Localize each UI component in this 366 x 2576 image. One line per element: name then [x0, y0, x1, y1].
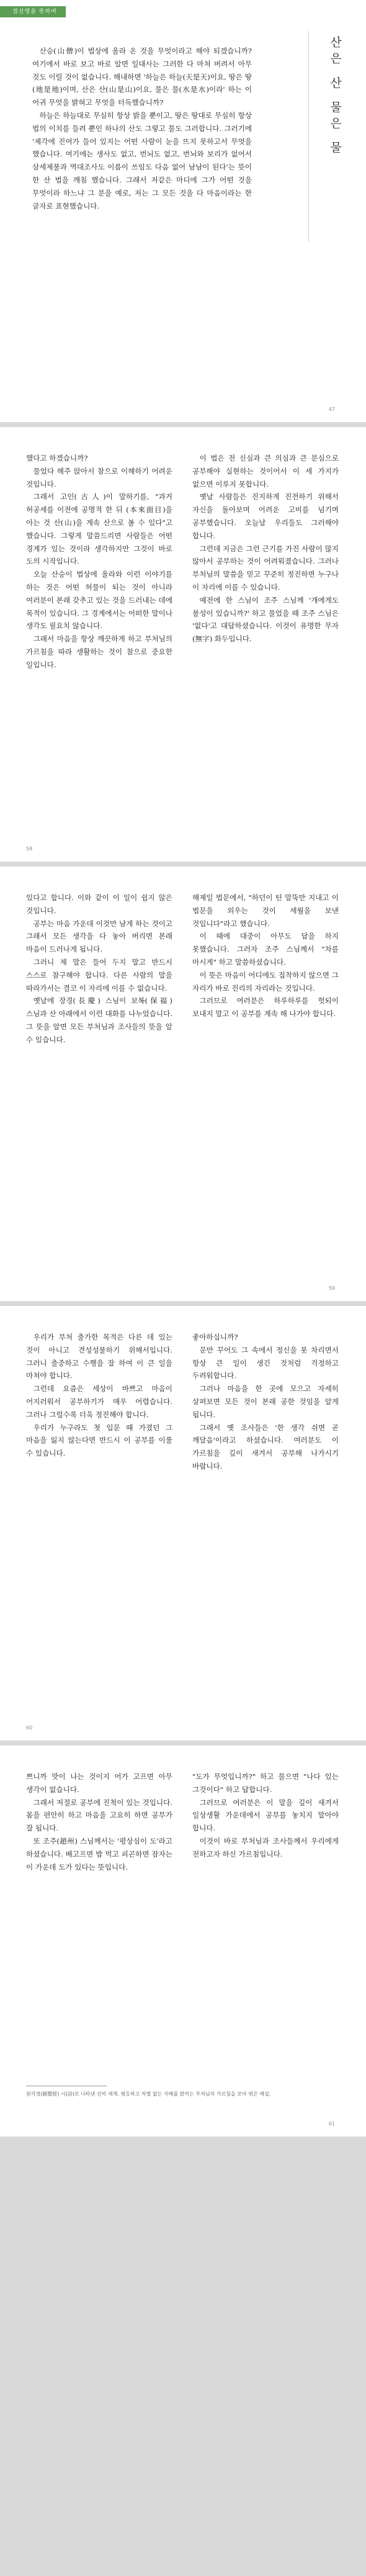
paragraph: 옛날에 장경(長慶) 스님이 보복(保福) 스님과 산 아래에서 이런 대화를 나누었습니다. 그 뜻을 알면 모든 부처님과 조사들의 뜻을 알 수 있습니다. [26, 996, 172, 1044]
paragraph: 했다고 하겠습니까? [26, 454, 88, 462]
page-4-right-column [192, 1331, 339, 1473]
chapter-title: 산은 산 물은 물 [328, 36, 342, 158]
paragraph: 공부는 마음 가운데 이것만 남게 하는 것이고 그래서 모든 생각을 다 놓아 버리면 본래 마음이 드러나게 됩니다. [26, 919, 172, 954]
paragraph: 오늘 산승이 법상에 올라와 이런 이야기를 하는 것은 어떤 허물이 되는 것이 아니라 여러분이 본래 갖추고 있는 것을 드러내는 데에 목적이 있습니다. 그 경계에서는 어떠한 말이나 생각도 필요치 않습니다. [26, 570, 172, 631]
paragraph: 우리가 부처 출가한 목적은 다른 데 있는 것이 아니고 견성성불하기 위해서입니다. 그러니 출중하고 수행을 잘 하여 이 큰 일을 마쳐야 합니다. [26, 1333, 172, 1380]
page-number: 61 [328, 2121, 335, 2127]
paragraph: 물었다 해주 앉아서 참으로 이해하기 어려운 것입니다. [26, 466, 172, 489]
paragraph: 예전에 한 스님이 조주 스님께 '개에게도 불성이 있습니까?' 하고 물었을 때 조주 스님은 '없다'고 대답하셨습니다. 이것이 유명한 무자(無字) 화두입니다. [192, 595, 339, 644]
footnote: 원각경(圓覺經) 시(詩)로 나타낸 선의 세계. 평등하고 차별 없는 지혜를 밝히는 부처님의 가르침을 모아 엮은 해설. [26, 2091, 271, 2097]
page-1 [0, 0, 366, 422]
page-number: 47 [328, 407, 335, 412]
paragraph: 하늘은 하늘대로 무심히 항상 밝을 뿐이고, 땅은 땅대로 무심히 항상 법의 이치를 들려 뿐인 하나의 산도 그렇고 물도 그러합니다. 그러기에 '제각에 진여가 들어 있지는 어떤 사람이 눈을 뜨지 못하고서 무엇을 했습니다. 여기에는 생사도 없고, 번뇌도 없고, 번뇌와 보리가 없어서 삼세제불과 역대조사도 이름이 쓰임도 다음 없어 남남이 된다'는 뜻이 한 산 법을 깨침 했습니다. 그래서 저같은 마디에 그가 어떤 것을 무엇이라 하느냐 그 분을 예로, 저는 그 모든 것을 다 마음이라는 한 글자로 표현했습니다. [32, 110, 252, 210]
paragraph: 이 뜻은 마음이 어디에도 집착하지 않으면 그 자리가 바로 진리의 자리라는 것입니다. [192, 970, 339, 993]
page-5-right-column [192, 1770, 339, 1861]
paragraph: 좋아하십니까? [192, 1333, 238, 1341]
page-2 [0, 427, 366, 862]
paragraph: 우리가 누구라도 첫 입문 때 가졌던 그 마음을 잃지 않는다면 반드시 이 공부를 이룰 수 있습니다. [26, 1423, 172, 1458]
paragraph: 그러니 제 말은 들어 두지 말고 반드시 스스로 참구해야 합니다. 다른 사람의 말을 따라가서는 결코 이 자리에 이를 수 없습니다. [26, 957, 172, 993]
paragraph: 그래서 마음을 항상 깨끗하게 하고 부처님의 가르침을 따라 생활하는 것이 참으로 중요한 일입니다. [26, 634, 172, 669]
running-header: 접신명을 뜻하며 [0, 6, 66, 17]
paragraph: 그러므로 여러분은 하루하루를 헛되이 보내지 말고 이 공부를 계속 해 나가야 합니다. [192, 996, 339, 1019]
paragraph: 옛날 사람들은 진지하게 진전하기 위해서 자신을 돌아보며 어려운 고비를 넘기며 공부했습니다. 오늘날 우리들도 그러해야 합니다. [192, 492, 339, 540]
page-4-left-column [26, 1331, 172, 1460]
page-1-body [32, 45, 252, 212]
page-3-right-column [192, 891, 339, 1020]
page-number: 58 [26, 846, 33, 852]
paragraph: 그래서 옛 조사들은 '한 생각 쉬면 곧 깨달음'이라고 하셨습니다. 여러분도 이 가르침을 깊이 새겨서 공부해 나가시기 바랍니다. [192, 1423, 339, 1470]
paragraph: 쁘니까 맛이 나는 것이지 어가 고프면 아무 생각이 없습니다. [26, 1772, 172, 1794]
paragraph: 산승(山僧)이 법상에 올라 온 것을 무엇이라고 해야 되겠습니까? 여기에서 바로 보고 바로 알면 일대사는 그러한 다 마쳐 버려서 아무 것도 이릴 것이 없습니다. 해내하면 '하늘은 하늘(天是天)이요, 땅은 땅(地是地)이며, 산은 산(山是山)이요, 물은 물(水是水)이라' 하는 이 어귀 무엇을 밝혀고 무엇을 터득했습니까? [32, 47, 252, 107]
page-2-right-column [192, 452, 339, 646]
title-divider [308, 31, 309, 242]
paragraph: 이 법은 전 신심과 큰 의심과 큰 분심으로 공부해야 실현하는 것이어서 이 세 가지가 없으면 이루지 못합니다. [192, 454, 339, 489]
page-number: 60 [26, 1725, 33, 1731]
page-2-left-column [26, 452, 172, 672]
paragraph: 그러므로 여러분은 이 말을 깊이 새겨서 일상생활 가운데에서 공부를 놓치지 말아야 합니다. [192, 1798, 339, 1833]
paragraph: 이것이 바로 부처님과 조사들께서 우리에게 전하고자 하신 가르침입니다. [192, 1836, 339, 1858]
page-5-left-column [26, 1770, 172, 1873]
paragraph: 그래서 고인(古人)이 말하기를, "과거 허공세를 이전에 공명적 한 뒤 (本來面目)을 아는 것 산(山)을 계속 산으로 볼 수 있다"고 했습니다. 그렇게 말씀드리면 사람들은 어떤 경계가 있는 것이라 생각하지만 그것이 바로 도의 시작입니다. [26, 492, 172, 566]
paragraph: "도가 무엇입니까?" 하고 물으면 "나다 있는 그것이다" 하고 답합니다. [192, 1772, 339, 1794]
paragraph: 있다고 합니다. 이와 같이 이 일이 쉽지 않은 것입니다. [26, 893, 172, 915]
page-5 [0, 1745, 366, 2137]
page-number: 59 [328, 1286, 335, 1291]
page-4 [0, 1306, 366, 1741]
page-3-left-column [26, 891, 172, 1047]
paragraph: 이 때에 대중이 아무도 답을 하지 못했습니다. 그러자 조주 스님께서 "차를 마시게" 하고 말씀하셨습니다. [192, 932, 339, 966]
paragraph: 그런데 지금은 그런 근기를 가진 사람이 많지 않아서 공부하는 것이 어려워졌습니다. 그러나 부처님의 말씀을 믿고 꾸준히 정진하면 누구나 이 자리에 이를 수 있습니다. [192, 544, 339, 592]
page-3 [0, 867, 366, 1301]
paragraph: 그런데 요즘은 세상이 바쁘고 마음이 어지러워서 공부하기가 매우 어렵습니다. 그러나 그럴수록 더욱 정진해야 합니다. [26, 1384, 172, 1419]
paragraph: 문만 꾸어도 그 속에서 정신을 못 차리면서 항상 큰 일이 생긴 것처럼 걱정하고 두려워합니다. [192, 1345, 339, 1380]
paragraph: 그래서 저절로 공부에 진척이 있는 것입니다. 몸을 편안히 하고 마음을 고요히 하면 공부가 잘 됩니다. [26, 1798, 172, 1833]
paragraph: 해제일 법문에서, "하던이 틴 말뚝만 지내고 이 법문을 외우는 것이 세월을 보낸 것입니다"라고 했습니다. [192, 893, 339, 928]
paragraph: 또 조주(趙州) 스님께서는 '평상심이 도'라고 하셨습니다. 배고프면 밥 먹고 피곤하면 잠자는 이 가운데 도가 있다는 뜻입니다. [26, 1836, 172, 1871]
paragraph: 그러나 마음을 한 곳에 모으고 자세히 살펴보면 모든 것이 본래 공한 것임을 알게 됩니다. [192, 1384, 339, 1419]
